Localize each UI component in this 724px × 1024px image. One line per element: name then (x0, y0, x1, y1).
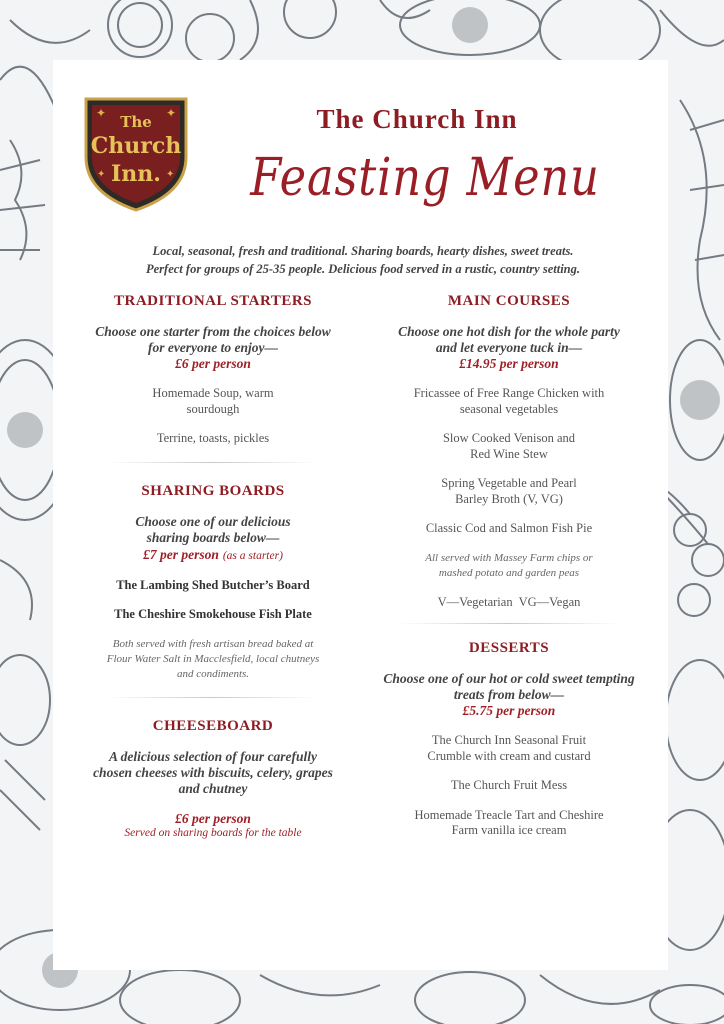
desserts-lead: Choose one of our hot or cold sweet tempting treats from below— (383, 671, 635, 702)
dessert-item: The Church Fruit Mess (450, 778, 568, 792)
svg-text:✦: ✦ (96, 106, 107, 120)
cheese-note: Served on sharing boards for the table (124, 826, 302, 839)
intro-line-1: Local, seasonal, fresh and traditional. Sharing boards, hearty dishes, sweet treats. (152, 244, 574, 258)
cheese-lead: A delicious selection of four carefully chosen cheeses with biscuits, celery, grapes and chutney (93, 748, 333, 796)
starters-heading: TRADITIONAL STARTERS (114, 293, 312, 309)
mains-heading: MAIN COURSES (447, 293, 571, 309)
main-item: Spring Vegetable and Pearl Barley Broth (V, VG) (441, 476, 577, 506)
pub-name-text: The Church Inn (316, 104, 518, 134)
section-divider (108, 462, 318, 463)
svg-text:✦: ✦ (97, 169, 106, 180)
intro-text (85, 242, 641, 278)
sharing-price-note: (as a starter) (222, 549, 283, 562)
starter-item: Homemade Soup, warm sourdough (152, 386, 274, 416)
cheese-heading: CHEESEBOARD (152, 717, 274, 734)
mains-price: £14.95 per person (459, 356, 559, 371)
pub-name-title (230, 104, 604, 135)
svg-text:Church: Church (90, 133, 182, 159)
mains-lead: Choose one hot dish for the whole party and let everyone tuck in— (398, 324, 620, 355)
svg-text:The: The (120, 113, 152, 131)
sharing-item: The Cheshire Smokehouse Fish Plate (114, 607, 312, 621)
sharing-lead: Choose one of our delicious sharing boards below— (135, 513, 291, 545)
right-column (378, 290, 640, 839)
sharing-price-line (88, 546, 338, 564)
left-column (88, 290, 338, 839)
desserts-heading: DESSERTS (468, 640, 550, 656)
sharing-note: Both served with fresh artisan bread baked at Flour Water Salt in Macclesfield, local chutneys and condiments. (106, 637, 320, 680)
intro-line-2: Perfect for groups of 25-35 people. Delicious food served in a rustic, country setting. (146, 262, 580, 276)
main-item: Classic Cod and Salmon Fish Pie (425, 521, 593, 535)
dessert-item: Homemade Treacle Tart and Cheshire Farm vanilla ice cream (414, 807, 604, 837)
sharing-item: The Lambing Shed Butcher’s Board (116, 577, 310, 592)
sharing-price: £7 per person (143, 546, 219, 562)
svg-text:Inn.: Inn. (111, 161, 161, 187)
section-divider (398, 623, 620, 624)
starter-item: Terrine, toasts, pickles (156, 431, 270, 445)
desserts-price: £5.75 per person (462, 703, 556, 718)
dessert-item: The Church Inn Seasonal Fruit Crumble with cream and custard (427, 733, 591, 763)
mains-note: All served with Massey Farm chips or mashed potato and garden peas (425, 551, 593, 579)
diet-key: V—Vegetarian VG—Vegan (437, 594, 581, 609)
section-divider (108, 697, 318, 698)
cheese-price: £6 per person (175, 810, 251, 826)
menu-title: Feasting Menu (250, 148, 600, 208)
svg-text:✦: ✦ (166, 169, 175, 180)
starters-lead: Choose one starter from the choices below for everyone to enjoy— (95, 324, 331, 355)
church-inn-crest-logo (82, 95, 190, 213)
main-item: Slow Cooked Venison and Red Wine Stew (442, 431, 576, 461)
main-item: Fricassee of Free Range Chicken with seasonal vegetables (413, 386, 605, 416)
sharing-heading: SHARING BOARDS (141, 482, 285, 499)
starters-price: £6 per person (175, 356, 251, 371)
svg-text:✦: ✦ (166, 106, 177, 120)
